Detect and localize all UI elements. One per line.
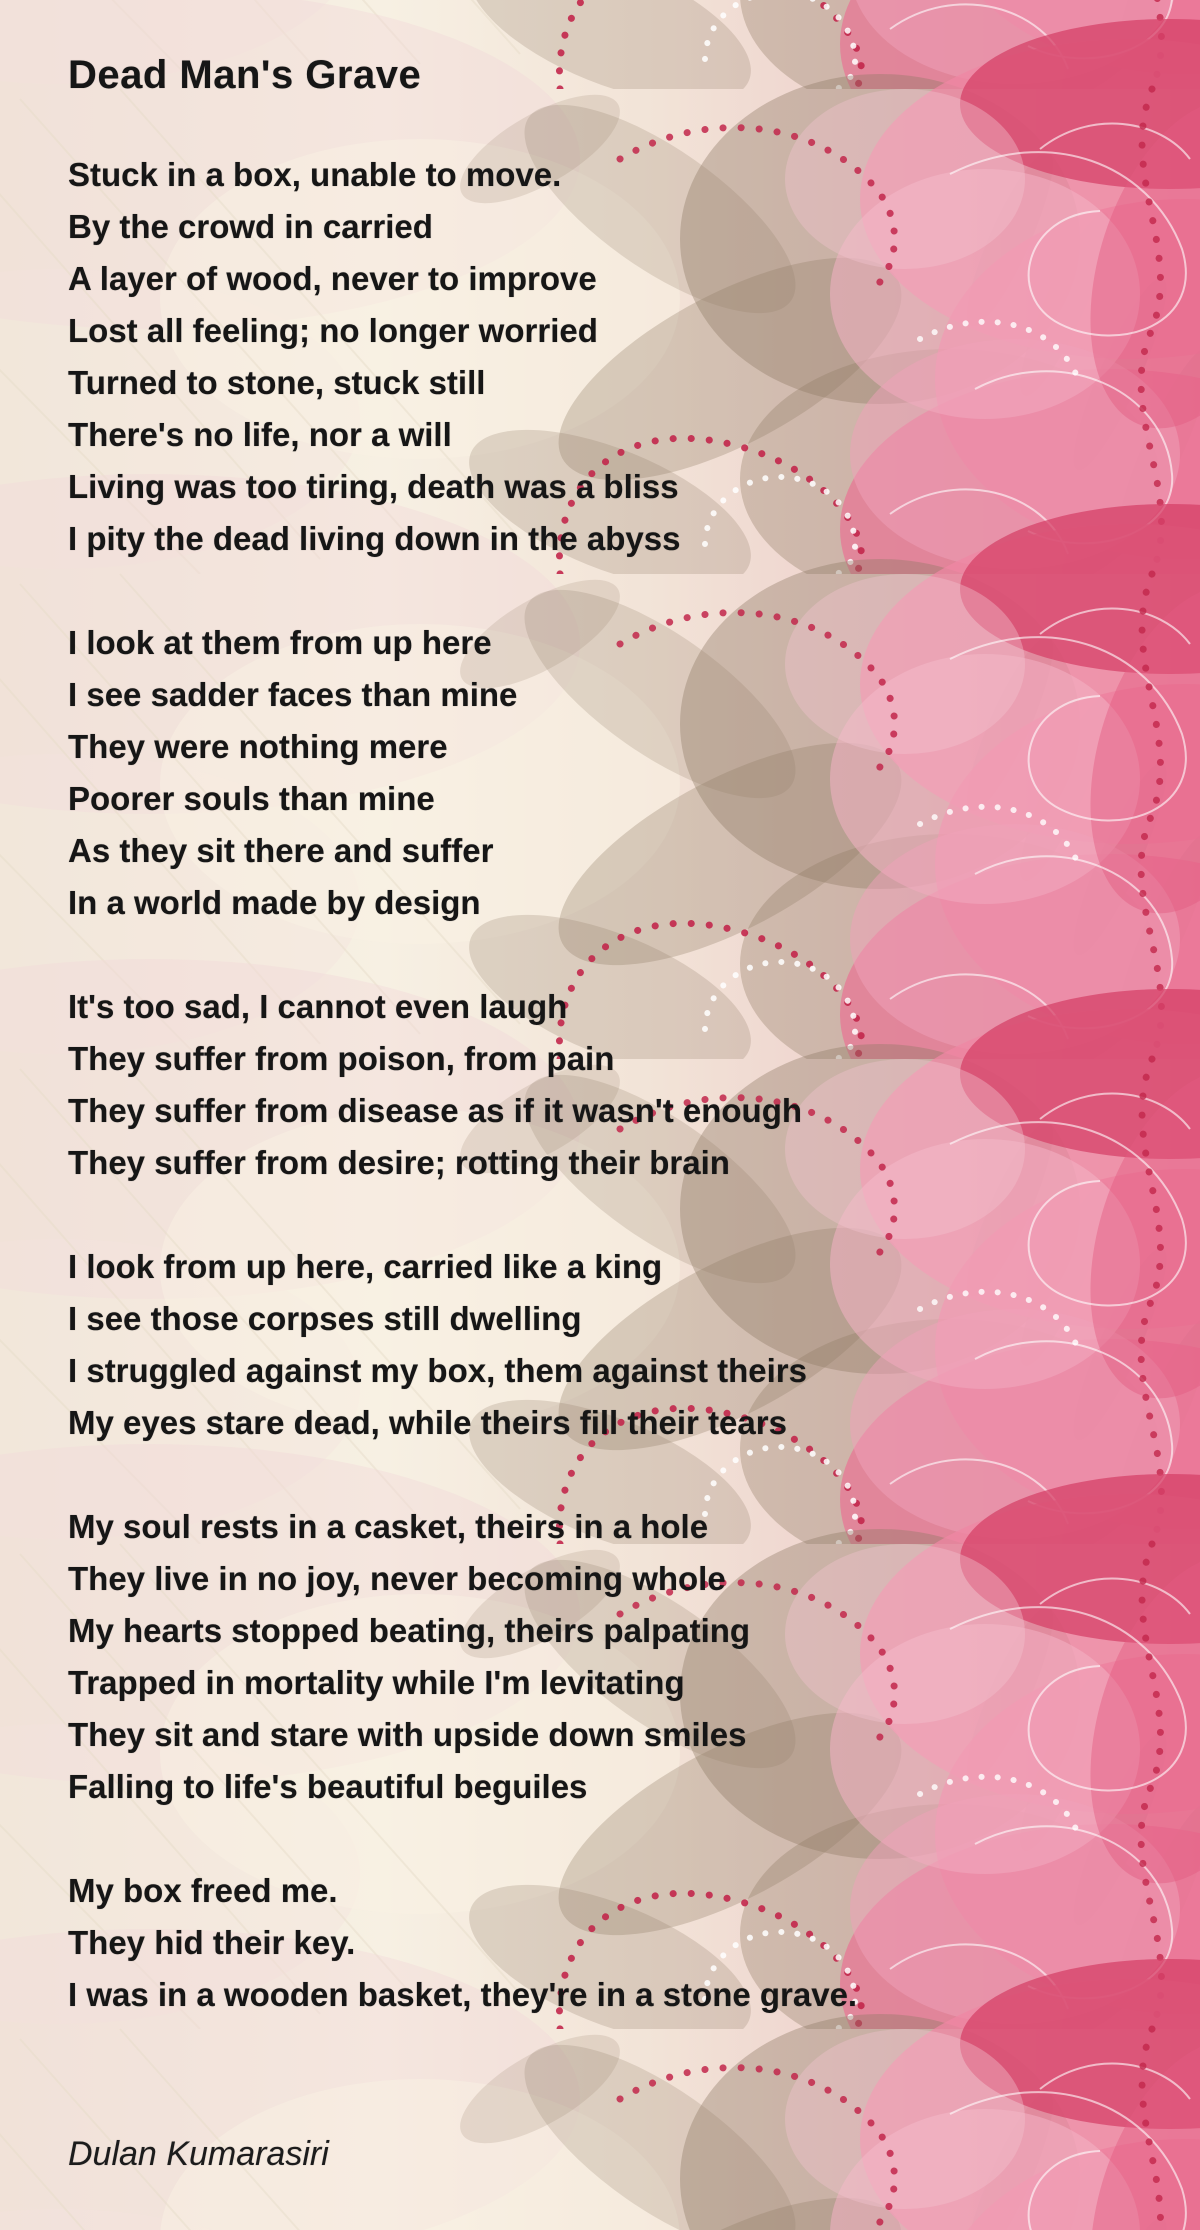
poem-line: Trapped in mortality while I'm levitating [68,1664,685,1701]
stanza-5 [68,1501,1068,1813]
poem-line: My soul rests in a casket, theirs in a hole [68,1508,709,1545]
poem-line: Stuck in a box, unable to move. [68,156,562,193]
poem-line: I look from up here, carried like a king [68,1248,663,1285]
poem-line: It's too sad, I cannot even laugh [68,988,568,1025]
poem-line: Lost all feeling; no longer worried [68,312,598,349]
poem-line: I was in a wooden basket, they're in a stone grave. [68,1976,858,2013]
poem-line: Poorer souls than mine [68,780,435,817]
poem-line: I see those corpses still dwelling [68,1300,582,1337]
poem-line: They hid their key. [68,1924,356,1961]
poem [68,49,1068,2073]
poem-line: There's no life, nor a will [68,416,452,453]
poem-author: Dulan Kumarasiri [68,2135,329,2173]
poem-line: They live in no joy, never becoming whole [68,1560,726,1597]
stanza-3 [68,981,1068,1189]
poem-line: They suffer from disease as if it wasn't enough [68,1092,803,1129]
stanza-2 [68,617,1068,929]
poem-line: By the crowd in carried [68,208,433,245]
poem-line: I see sadder faces than mine [68,676,518,713]
poem-line: Turned to stone, stuck still [68,364,486,401]
poem-line: I struggled against my box, them against theirs [68,1352,807,1389]
poem-line: Living was too tiring, death was a bliss [68,468,679,505]
poem-line: My eyes stare dead, while theirs fill their tears [68,1404,787,1441]
poem-line: They were nothing mere [68,728,448,765]
stanza-6 [68,1865,1068,2021]
poem-line: I pity the dead living down in the abyss [68,520,681,557]
poem-line: In a world made by design [68,884,481,921]
poem-line: As they sit there and suffer [68,832,494,869]
stanza-1 [68,149,1068,565]
poem-line: Falling to life's beautiful beguiles [68,1768,588,1805]
poem-line: They suffer from poison, from pain [68,1040,615,1077]
stanza-4 [68,1241,1068,1449]
poem-line: My hearts stopped beating, theirs palpating [68,1612,751,1649]
poem-line: A layer of wood, never to improve [68,260,597,297]
poem-line: My box freed me. [68,1872,338,1909]
poem-line: They suffer from desire; rotting their brain [68,1144,730,1181]
poem-line: I look at them from up here [68,624,492,661]
poem-line: They sit and stare with upside down smiles [68,1716,747,1753]
poem-title: Dead Man's Grave [68,53,422,97]
